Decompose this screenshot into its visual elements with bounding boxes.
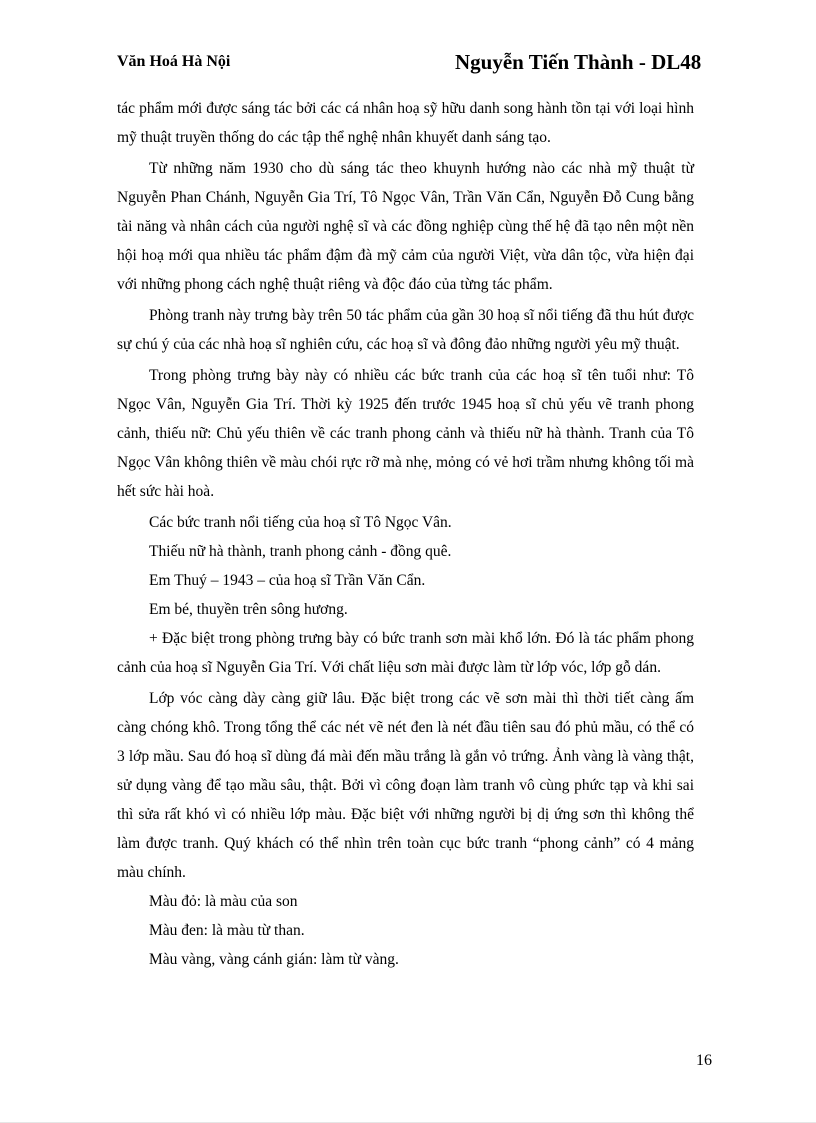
- paragraph: Lớp vóc càng dày càng giữ lâu. Đặc biệt trong các vẽ sơn mài thì thời tiết càng ấm càng chóng khô. Trong tổng thể các nét vẽ nét đen là nét đầu tiên sau đó phủ mầu, có thể có 3 lớp mầu. Sau đó hoạ sĩ dùng đá mài đến mầu trắng là gắn vỏ trứng. Ảnh vàng là vàng thật, sử dụng vàng để tạo mầu sâu, thật. Bởi vì công đoạn làm tranh vô cùng phức tạp và khi sai thì sửa rất khó vì có nhiều lớp màu. Đặc biệt với những người bị dị ứng sơn thì không thể làm được tranh. Quý khách có thể nhìn trên toàn cục bức tranh “phong cảnh” có 4 mảng màu chính.: [117, 690, 694, 881]
- page-number: 16: [696, 1052, 712, 1069]
- paragraph: + Đặc biệt trong phòng trưng bày có bức tranh sơn mài khổ lớn. Đó là tác phẩm phong cảnh của hoạ sĩ Nguyễn Gia Trí. Với chất liệu sơn mài được làm từ lớp vóc, lớp gỗ dán.: [117, 630, 694, 676]
- list-item: Em bé, thuyền trên sông hương.: [149, 601, 348, 618]
- list-item: Màu vàng, vàng cánh gián: làm từ vàng.: [149, 951, 399, 968]
- paragraph: Từ những năm 1930 cho dù sáng tác theo khuynh hướng nào các nhà mỹ thuật từ Nguyễn Phan Chánh, Nguyễn Gia Trí, Tô Ngọc Vân, Trần Văn Cẩn, Nguyễn Đỗ Cung bằng tài năng và nhân cách của người nghệ sĩ và các đồng nghiệp cùng thế hệ đã tạo nên một nền hội hoạ mới qua nhiều tác phẩm đậm đà mỹ cảm của người Việt, vừa dân tộc, vừa hiện đại với những phong cách nghệ thuật riêng và độc đáo của từng tác phẩm.: [117, 160, 694, 293]
- paragraph: tác phẩm mới được sáng tác bởi các cá nhân hoạ sỹ hữu danh song hành tồn tại với loại hình mỹ thuật truyền thống do các tập thể nghệ nhân khuyết danh sáng tạo.: [117, 100, 694, 146]
- list-item: Màu đỏ: là màu của son: [149, 893, 298, 910]
- list-item: Em Thuý – 1943 – của hoạ sĩ Trần Văn Cẩn.: [149, 572, 426, 589]
- header-left-title: Văn Hoá Hà Nội: [117, 53, 231, 70]
- paragraph: Phòng tranh này trưng bày trên 50 tác phẩm của gần 30 hoạ sĩ nổi tiếng đã thu hút được sự chú ý của các nhà hoạ sĩ nghiên cứu, các hoạ sĩ và đông đảo những người yêu mỹ thuật.: [117, 307, 694, 353]
- list-item: Các bức tranh nổi tiếng của hoạ sĩ Tô Ngọc Vân.: [149, 514, 452, 531]
- list-item: Thiếu nữ hà thành, tranh phong cảnh - đồng quê.: [149, 543, 452, 560]
- list-item: Màu đen: là màu từ than.: [149, 922, 305, 939]
- body-text: [117, 94, 694, 974]
- header-right-author: Nguyễn Tiến Thành - DL48: [455, 50, 702, 74]
- paragraph: Trong phòng trưng bày này có nhiều các bức tranh của các hoạ sĩ tên tuổi như: Tô Ngọc Vân, Nguyễn Gia Trí. Thời kỳ 1925 đến trước 1945 hoạ sĩ chủ yếu vẽ tranh phong cảnh, thiếu nữ: Chủ yếu thiên về các tranh phong cảnh và thiếu nữ hà thành. Tranh của Tô Ngọc Vân không thiên về màu chói rực rỡ mà nhẹ, mỏng có vẻ hơi trầm nhưng không tối mà hết sức hài hoà.: [117, 367, 694, 500]
